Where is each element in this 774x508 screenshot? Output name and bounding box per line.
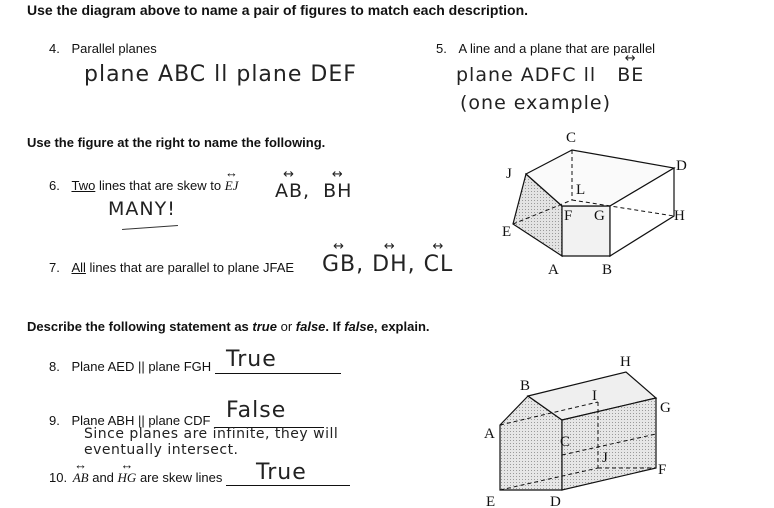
fig1-label-c: C [566,130,577,146]
q10-and: and [92,470,114,485]
q7-text: lines that are parallel to plane JFAE [89,260,295,275]
fig2-label-e: E [486,494,496,508]
q7-sep1: , [356,252,365,277]
q9-answer: False [226,398,287,423]
q5-text: A line and a plane that are parallel [458,41,656,56]
fig2-label-h: H [620,354,631,370]
figure-prism-2 [480,350,680,508]
q6-separator: , [303,180,311,202]
q6-text: lines that are skew to [98,178,222,193]
fig1-label-b: B [602,262,613,278]
fig1-label-h: H [674,208,685,224]
q6-underlined: Two [71,178,96,193]
q7-prompt [49,260,294,275]
fig1-label-d: D [676,158,687,174]
section3-text3: , explain. [373,319,430,334]
q5-answer-line1 [456,64,644,86]
figure-prism-1 [498,128,698,278]
section3-false: false [295,319,326,334]
q6-answer-bh: ↔ BH [323,180,352,202]
q4-text: Parallel planes [71,41,157,56]
section3-instruction [27,319,430,334]
q7-number: 7. [49,260,60,275]
fig2-label-i: I [592,388,597,404]
q9-explanation-line1: Since planes are infinite, they will [84,426,339,442]
header-instruction: Use the diagram above to name a pair of figures to match each description. [27,2,529,18]
q7-answer-dh: ↔ DH [372,252,407,277]
fig2-label-f: F [658,462,667,478]
fig2-label-c: C [560,434,571,450]
fig1-label-l: L [576,182,586,198]
fig2-label-a: A [484,426,495,442]
fig1-label-j: J [506,166,512,182]
q6-number: 6. [49,178,60,193]
q5-answer-line2: (one example) [460,92,612,114]
section3-false2: false [344,319,374,334]
q7-answer-gb: ↔ GB [322,252,356,277]
q8-text: Plane AED || plane FGH [71,359,212,374]
q5-number: 5. [436,41,447,56]
q10-text: are skew lines [139,470,223,485]
q9-explanation-line2: eventually intersect. [84,442,239,458]
q10-number: 10. [49,470,68,485]
q4-number: 4. [49,41,60,56]
q4-answer: plane ABC ll plane DEF [84,62,357,87]
q6-answer-main: MANY! [108,198,176,220]
q4-prompt [49,41,157,56]
q7-answer [322,252,453,277]
section3-or: or [280,319,293,334]
fig2-label-g: G [660,400,671,416]
q6-answer-lines [275,180,352,202]
q6-prompt [49,178,238,194]
q10-line-ab: ↔ AB [73,470,89,486]
q7-underlined: All [71,260,86,275]
q8-prompt [49,359,341,374]
q8-number: 8. [49,359,60,374]
fig1-label-e: E [502,224,512,240]
fig2-label-b: B [520,378,531,394]
q5-answer-plane: plane ADFC ll [456,64,597,86]
q5-answer-line: ↔ BE [617,64,644,86]
fig1-label-f: F [564,208,573,224]
fig1-label-g: G [594,208,605,224]
section3-text1: Describe the following statement as [27,319,249,334]
fig1-label-a: A [548,262,559,278]
q7-answer-cl: ↔ CL [424,252,454,277]
q6-answer-ab: ↔ AB [275,180,303,202]
q10-line-hg: ↔ HG [118,470,137,486]
q7-sep2: , [407,252,416,277]
fig2-label-d: D [550,494,561,508]
q9-number: 9. [49,413,60,428]
q6-line-ej: ↔ EJ [225,178,239,194]
q8-answer: True [226,347,277,372]
q10-answer: True [256,460,307,485]
q9-text: Plane ABH || plane CDF [71,413,211,428]
section3-text2: . If [325,319,341,334]
fig2-label-j: J [602,450,608,466]
q6-answer-underline [122,225,178,230]
section3-true: true [252,319,277,334]
section2-instruction: Use the figure at the right to name the following. [27,135,326,150]
